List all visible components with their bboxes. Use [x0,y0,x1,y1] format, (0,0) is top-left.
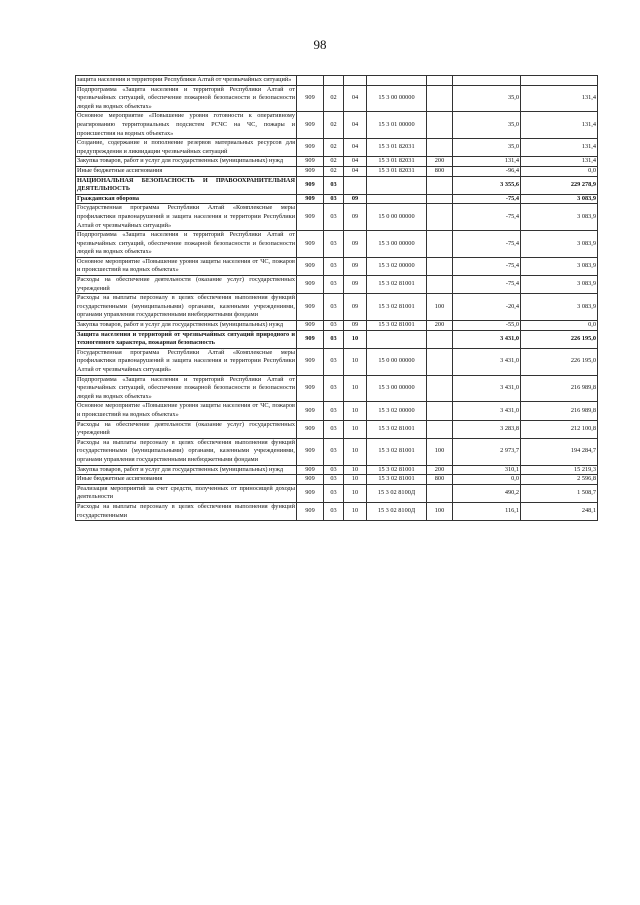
row-type-cell: 200 [427,465,453,475]
row-change-cell: -75,4 [453,257,521,275]
row-section-cell: 03 [324,204,344,231]
row-type-cell: 800 [427,475,453,485]
row-article-cell: 15 3 02 81001 [367,276,427,294]
row-name-cell: Закупка товаров, работ и услуг для государственных (муниципальных) нужд [76,321,297,331]
row-section-cell: 03 [324,375,344,402]
row-change-cell: 3 283,8 [453,420,521,438]
row-name-cell: Расходы на выплаты персоналу в целях обеспечения выполнения функций государственными [76,502,297,520]
row-type-cell [427,76,453,86]
row-total-cell: 0,0 [521,321,598,331]
row-total-cell: 3 083,9 [521,231,598,258]
table-row [76,420,598,438]
row-subsection-cell: 10 [344,465,367,475]
table-row [76,475,598,485]
row-subsection-cell: 10 [344,502,367,520]
row-section-cell: 02 [324,166,344,176]
row-name-cell: Расходы на обеспечение деятельности (оказание услуг) государственных учреждений [76,276,297,294]
table-row [76,157,598,167]
row-change-cell: 35,0 [453,139,521,157]
row-section-cell: 02 [324,139,344,157]
row-section-cell: 02 [324,112,344,139]
row-name-cell: Создание, содержание и пополнение резервов материальных ресурсов для предупреждения и ликвидации чрезвычайных ситуаций [76,139,297,157]
row-code-cell: 909 [297,438,324,465]
row-article-cell: 15 3 02 81001 [367,321,427,331]
row-code-cell: 909 [297,112,324,139]
row-type-cell [427,375,453,402]
row-change-cell: 3 431,0 [453,402,521,420]
row-article-cell: 15 3 01 82031 [367,157,427,167]
row-total-cell: 131,4 [521,157,598,167]
table-row [76,294,598,321]
row-total-cell: 3 083,9 [521,276,598,294]
row-change-cell: -75,4 [453,204,521,231]
row-name-cell: Реализация мероприятий за счет средств, полученных от приносящей доходы деятельности [76,484,297,502]
row-total-cell: 131,4 [521,139,598,157]
row-change-cell: 35,0 [453,112,521,139]
row-change-cell: 116,1 [453,502,521,520]
row-change-cell: 3 355,6 [453,176,521,194]
row-code-cell: 909 [297,502,324,520]
row-subsection-cell: 10 [344,475,367,485]
row-type-cell [427,402,453,420]
row-total-cell: 216 989,8 [521,402,598,420]
row-code-cell: 909 [297,375,324,402]
table-row [76,502,598,520]
row-article-cell: 15 3 02 8100Д [367,502,427,520]
row-subsection-cell: 04 [344,112,367,139]
row-code-cell: 909 [297,194,324,204]
row-article-cell: 15 3 01 00000 [367,112,427,139]
row-article-cell: 15 3 00 00000 [367,231,427,258]
row-type-cell [427,112,453,139]
row-type-cell: 200 [427,321,453,331]
row-article-cell [367,330,427,348]
row-code-cell: 909 [297,402,324,420]
table-row [76,112,598,139]
row-name-cell: Основное мероприятие «Повышение уровня защиты населения от ЧС, пожаров и происшествий на водных объектах» [76,402,297,420]
row-code-cell: 909 [297,276,324,294]
row-name-cell: Основное мероприятие «Повышение уровня защиты населения от ЧС, пожаров и происшествий на водных объектах» [76,257,297,275]
table-row [76,231,598,258]
row-change-cell: -75,4 [453,231,521,258]
row-total-cell: 3 083,9 [521,194,598,204]
row-type-cell [427,231,453,258]
row-change-cell: 490,2 [453,484,521,502]
row-article-cell: 15 3 02 81001 [367,420,427,438]
row-section-cell: 03 [324,465,344,475]
row-name-cell: Закупка товаров, работ и услуг для государственных (муниципальных) нужд [76,157,297,167]
row-total-cell: 226 195,0 [521,348,598,375]
row-article-cell: 15 3 02 81001 [367,438,427,465]
row-section-cell: 03 [324,276,344,294]
page-number: 98 [313,37,327,52]
row-code-cell: 909 [297,294,324,321]
row-change-cell: -55,0 [453,321,521,331]
table-row [76,176,598,194]
row-article-cell: 15 3 02 81001 [367,465,427,475]
row-section-cell: 03 [324,402,344,420]
row-total-cell: 0,0 [521,166,598,176]
row-change-cell: -96,4 [453,166,521,176]
row-total-cell: 229 278,9 [521,176,598,194]
row-subsection-cell: 09 [344,204,367,231]
row-article-cell: 15 3 00 00000 [367,85,427,112]
row-total-cell: 216 989,8 [521,375,598,402]
table-row [76,257,598,275]
row-type-cell [427,348,453,375]
row-section-cell: 03 [324,321,344,331]
row-type-cell: 800 [427,166,453,176]
row-name-cell: Расходы на выплаты персоналу в целях обеспечения выполнения функций государственными (муниципальными) органами, казенными учреждениями, органами управления государственными внебюджетными фондами [76,438,297,465]
row-change-cell: -20,4 [453,294,521,321]
row-article-cell [367,76,427,86]
row-total-cell: 194 284,7 [521,438,598,465]
row-subsection-cell: 09 [344,194,367,204]
row-name-cell: Расходы на обеспечение деятельности (оказание услуг) государственных учреждений [76,420,297,438]
row-code-cell: 909 [297,257,324,275]
row-name-cell: Государственная программа Республики Алтай «Комплексные меры профилактики правонарушений и защита населения и территории Республики Алтай от чрезвычайных ситуаций» [76,204,297,231]
row-change-cell: 310,1 [453,465,521,475]
row-subsection-cell: 09 [344,321,367,331]
row-code-cell: 909 [297,475,324,485]
row-change-cell: 131,4 [453,157,521,167]
row-article-cell: 15 0 00 00000 [367,348,427,375]
table-row [76,194,598,204]
row-code-cell: 909 [297,231,324,258]
row-section-cell: 03 [324,231,344,258]
row-name-cell: Подпрограмма «Защита населения и территорий Республики Алтай от чрезвычайных ситуаций, обеспечение пожарной безопасности и безопасности людей на водных объектах» [76,375,297,402]
row-subsection-cell: 10 [344,330,367,348]
row-type-cell [427,139,453,157]
table-row [76,438,598,465]
row-type-cell [427,85,453,112]
row-subsection-cell: 04 [344,85,367,112]
row-name-cell: Расходы на выплаты персоналу в целях обеспечения выполнения функций государственными (муниципальными) органами, казенными учреждениями, органами управления государственными внебюджетными фондами [76,294,297,321]
row-article-cell: 15 3 02 00000 [367,257,427,275]
row-change-cell: 35,0 [453,85,521,112]
row-name-cell: защита населения и территории Республики Алтай от чрезвычайных ситуаций» [76,76,297,86]
row-section-cell: 02 [324,85,344,112]
row-subsection-cell: 09 [344,276,367,294]
row-total-cell: 248,1 [521,502,598,520]
row-type-cell [427,420,453,438]
row-change-cell [453,76,521,86]
row-section-cell: 03 [324,348,344,375]
row-name-cell: Закупка товаров, работ и услуг для государственных (муниципальных) нужд [76,465,297,475]
row-section-cell: 03 [324,176,344,194]
row-section-cell: 03 [324,420,344,438]
row-type-cell: 100 [427,438,453,465]
row-code-cell: 909 [297,176,324,194]
row-total-cell: 3 083,9 [521,257,598,275]
table-row [76,348,598,375]
row-total-cell: 131,4 [521,85,598,112]
row-code-cell: 909 [297,85,324,112]
row-section-cell: 03 [324,194,344,204]
row-total-cell: 2 596,8 [521,475,598,485]
row-article-cell: 15 3 02 81001 [367,475,427,485]
table-row [76,139,598,157]
row-subsection-cell: 10 [344,484,367,502]
row-total-cell: 3 083,9 [521,204,598,231]
row-total-cell [521,76,598,86]
row-name-cell: Основное мероприятие «Повышение уровня готовности к оперативному реагированию территориальных подсистем РСЧС на ЧС, пожары и происшествия на водных объектах» [76,112,297,139]
row-code-cell: 909 [297,420,324,438]
row-subsection-cell: 09 [344,257,367,275]
table-row [76,76,598,86]
row-article-cell [367,176,427,194]
table-row [76,375,598,402]
row-section-cell: 03 [324,484,344,502]
table-row [76,330,598,348]
row-article-cell: 15 3 02 00000 [367,402,427,420]
row-subsection-cell: 04 [344,157,367,167]
row-name-cell: Защита населения и территорий от чрезвычайных ситуаций природного и техногенного характера, пожарная безопасность [76,330,297,348]
row-type-cell [427,194,453,204]
row-code-cell [297,76,324,86]
row-total-cell: 226 195,0 [521,330,598,348]
row-section-cell: 03 [324,438,344,465]
budget-table [75,75,598,521]
row-code-cell: 909 [297,348,324,375]
row-name-cell: НАЦИОНАЛЬНАЯ БЕЗОПАСНОСТЬ И ПРАВООХРАНИТЕЛЬНАЯ ДЕЯТЕЛЬНОСТЬ [76,176,297,194]
row-type-cell [427,484,453,502]
row-subsection-cell: 10 [344,402,367,420]
table-row [76,321,598,331]
row-code-cell: 909 [297,465,324,475]
row-total-cell: 3 083,9 [521,294,598,321]
row-article-cell: 15 3 00 00000 [367,375,427,402]
row-code-cell: 909 [297,139,324,157]
row-code-cell: 909 [297,166,324,176]
row-name-cell: Гражданская оборона [76,194,297,204]
row-type-cell [427,176,453,194]
row-code-cell: 909 [297,484,324,502]
table-body [76,76,598,521]
table-row [76,204,598,231]
row-section-cell: 03 [324,330,344,348]
row-type-cell: 100 [427,294,453,321]
row-name-cell: Иные бюджетные ассигнования [76,475,297,485]
row-change-cell: -75,4 [453,194,521,204]
row-article-cell: 15 3 02 81001 [367,294,427,321]
row-name-cell: Подпрограмма «Защита населения и территорий Республики Алтай от чрезвычайных ситуаций, обеспечение пожарной безопасности и безопасности людей на водных объектах» [76,231,297,258]
row-article-cell: 15 3 01 82031 [367,139,427,157]
row-section-cell: 03 [324,502,344,520]
row-section-cell: 03 [324,294,344,321]
row-section-cell [324,76,344,86]
row-subsection-cell [344,76,367,86]
row-name-cell: Подпрограмма «Защита населения и территорий Республики Алтай от чрезвычайных ситуаций, обеспечение пожарной безопасности и безопасности людей на водных объектах» [76,85,297,112]
row-article-cell: 15 3 01 82031 [367,166,427,176]
table-row [76,484,598,502]
row-name-cell: Государственная программа Республики Алтай «Комплексные меры профилактики правонарушений и защита населения и территории Республики Алтай от чрезвычайных ситуаций» [76,348,297,375]
row-article-cell [367,194,427,204]
row-subsection-cell: 09 [344,294,367,321]
row-type-cell [427,276,453,294]
table-row [76,276,598,294]
table-row [76,85,598,112]
row-change-cell: -75,4 [453,276,521,294]
row-type-cell [427,330,453,348]
row-type-cell: 200 [427,157,453,167]
row-subsection-cell [344,176,367,194]
row-article-cell: 15 3 02 8100Д [367,484,427,502]
row-total-cell: 15 219,3 [521,465,598,475]
row-subsection-cell: 10 [344,420,367,438]
table-row [76,166,598,176]
row-total-cell: 1 508,7 [521,484,598,502]
row-subsection-cell: 10 [344,348,367,375]
row-subsection-cell: 09 [344,231,367,258]
row-code-cell: 909 [297,204,324,231]
table-row [76,402,598,420]
row-change-cell: 3 431,0 [453,330,521,348]
row-type-cell [427,204,453,231]
row-total-cell: 212 100,8 [521,420,598,438]
row-change-cell: 0,0 [453,475,521,485]
row-subsection-cell: 10 [344,438,367,465]
row-change-cell: 3 431,0 [453,348,521,375]
row-type-cell [427,257,453,275]
row-subsection-cell: 04 [344,139,367,157]
row-total-cell: 131,4 [521,112,598,139]
row-change-cell: 3 431,0 [453,375,521,402]
row-code-cell: 909 [297,330,324,348]
row-article-cell: 15 0 00 00000 [367,204,427,231]
row-code-cell: 909 [297,157,324,167]
row-subsection-cell: 10 [344,375,367,402]
row-code-cell: 909 [297,321,324,331]
row-change-cell: 2 973,7 [453,438,521,465]
table-row [76,465,598,475]
row-type-cell: 100 [427,502,453,520]
row-section-cell: 02 [324,157,344,167]
row-section-cell: 03 [324,257,344,275]
row-section-cell: 03 [324,475,344,485]
row-subsection-cell: 04 [344,166,367,176]
row-name-cell: Иные бюджетные ассигнования [76,166,297,176]
